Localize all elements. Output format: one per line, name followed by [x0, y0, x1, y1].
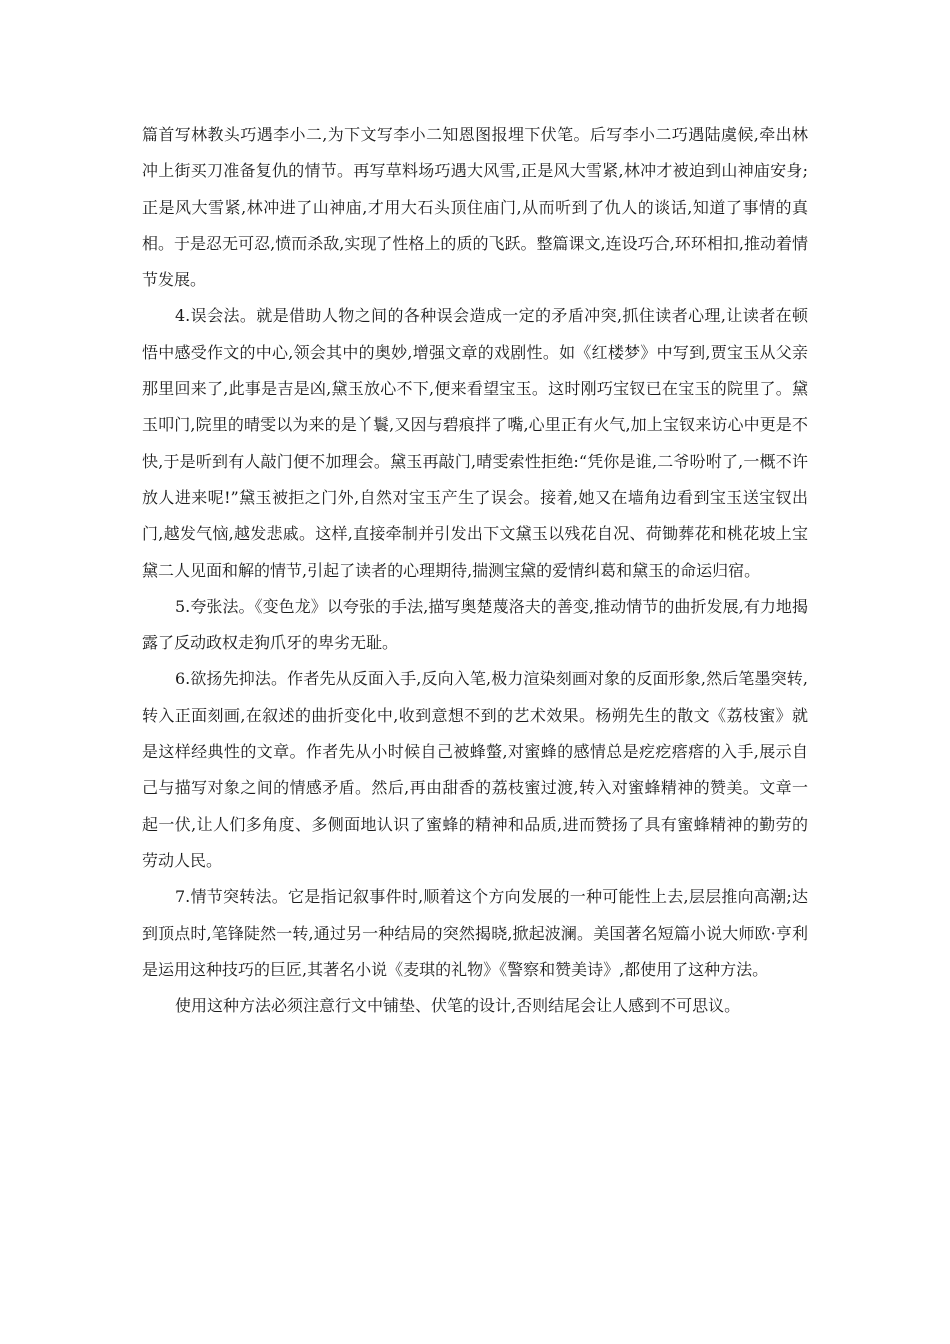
paragraph-closing-note: 使用这种方法必须注意行文中铺垫、伏笔的设计,否则结尾会让人感到不可思议。: [175, 996, 741, 1016]
paragraph-suppress-then-praise-method: 6.欲扬先抑法。作者先从反面入手,反向入笔,极力渲染刻画对象的反面形象,然后笔墨突转,转入正面刻画,在叙述的曲折变化中,收到意想不到的艺术效果。杨朔先生的散文《荔枝蜜》就是这样经典性的文章。作者先从小时候自己被蜂螫,对蜜蜂的感情总是疙疙瘩瘩的入手,展示自己与描写对象之间的情感矛盾。然后,再由甜香的荔枝蜜过渡,转入对蜜蜂精神的赞美。文章一起一伏,让人们多角度、多侧面地认识了蜜蜂的精神和品质,进而赞扬了具有蜜蜂精神的勤劳的劳动人民。: [142, 669, 808, 870]
paragraph-plot-twist-method: 7.情节突转法。它是指记叙事件时,顺着这个方向发展的一种可能性上去,层层推向高潮;达到顶点时,笔锋陡然一转,通过另一种结局的突然揭晓,掀起波澜。美国著名短篇小说大师欧·亨利是运用这种技巧的巨匠,其著名小说《麦琪的礼物》《警察和赞美诗》,都使用了这种方法。: [142, 887, 808, 979]
paragraph-misunderstanding-method: 4.误会法。就是借助人物之间的各种误会造成一定的矛盾冲突,抓住读者心理,让读者在顿悟中感受作文的中心,领会其中的奥妙,增强文章的戏剧性。如《红楼梦》中写到,贾宝玉从父亲那里回来了,此事是吉是凶,黛玉放心不下,便来看望宝玉。这时刚巧宝钗已在宝玉的院里了。黛玉叩门,院里的晴雯以为来的是丫鬟,又因与碧痕拌了嘴,心里正有火气,加上宝钗来访心中更是不快,于是听到有人敲门便不加理会。黛玉再敲门,晴雯索性拒绝:“凭你是谁,二爷吩咐了,一概不许放人进来呢!”黛玉被拒之门外,自然对宝玉产生了误会。接着,她又在墙角边看到宝玉送宝钗出门,越发气恼,越发悲戚。这样,直接牵制并引发出下文黛玉以残花自况、荷锄葬花和桃花坡上宝黛二人见面和解的情节,引起了读者的心理期待,揣测宝黛的爱情纠葛和黛玉的命运归宿。: [142, 306, 808, 580]
paragraph-continuation: 篇首写林教头巧遇李小二,为下文写李小二知恩图报埋下伏笔。后写李小二巧遇陆虞候,牵出林冲上街买刀准备复仇的情节。再写草料场巧遇大风雪,正是风大雪紧,林冲才被迫到山神庙安身;正是风大雪紧,林冲进了山神庙,才用大石头顶住庙门,从而听到了仇人的谈话,知道了事情的真相。于是忍无可忍,愤而杀敌,实现了性格上的质的飞跃。整篇课文,连设巧合,环环相扣,推动着情节发展。: [142, 125, 808, 290]
body-text: [142, 117, 808, 1024]
paragraph-exaggeration-method: 5.夸张法。《变色龙》以夸张的手法,描写奥楚蔑洛夫的善变,推动情节的曲折发展,有力地揭露了反动政权走狗爪牙的卑劣无耻。: [142, 596, 808, 653]
